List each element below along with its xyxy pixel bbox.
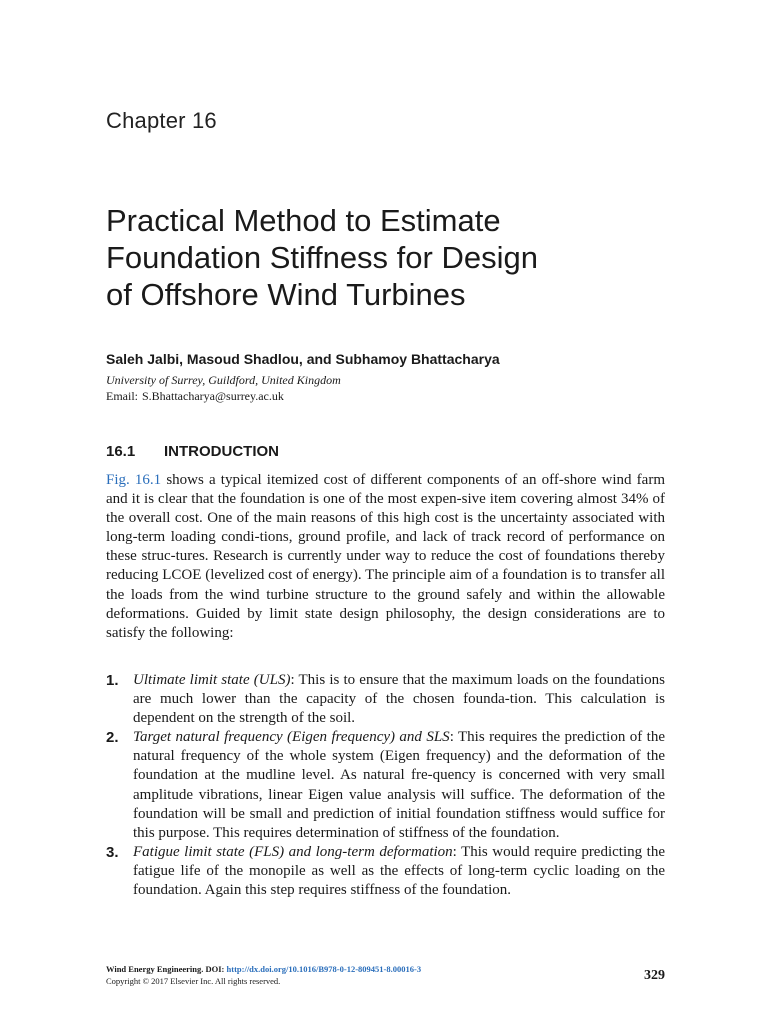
list-text: : This is to ensure that the maximum loads on the foundations are much lower than the capacity of the chosen founda-tion. This calculation is dependent on the strength of the soil.: [133, 672, 665, 727]
author-list: Saleh Jalbi, Masoud Shadlou, and Subhamoy Bhattacharya: [106, 351, 500, 367]
chapter-label: Chapter 16: [106, 108, 217, 133]
intro-text: shows a typical itemized cost of different components of an off-shore wind farm and it is clear that the foundation is one of the most expen-sive item covering almost 34% of the overall cost. One of the main reasons of this high cost is the uncertainty associated with long-term loading condi-tions, ground profile, and lack of track record of performance on these struc-tures. Research is currently under way to reduce the cost of foundations thereby reducing LCOE (levelized cost of energy). The principle aim of a foundation is to transfer all the loads from the wind turbine structure to the ground safely and within the allowable deformations. Guided by limit state design philosophy, the design considerations are to satisfy the following:: [106, 472, 665, 641]
contact-email: [106, 389, 284, 404]
list-item: [106, 843, 665, 900]
footer-copyright: Copyright © 2017 Elsevier Inc. All rights reserved.: [106, 976, 281, 986]
chapter-title-line-2: Foundation Stiffness for Design: [106, 240, 538, 275]
page-footer: [106, 964, 665, 986]
intro-paragraph: [106, 471, 665, 643]
figure-reference-link[interactable]: Fig. 16.1: [106, 472, 162, 488]
doi-link[interactable]: http://dx.doi.org/10.1016/B978-0-12-809451-8.00016-3: [226, 964, 422, 974]
list-text: : This would require predicting the fatigue life of the monopile as well as the effects of long-term cyclic loading on the foundation. Again this step requires stiffness of the foundation.: [133, 843, 665, 899]
page-number: 329: [644, 968, 665, 983]
list-marker: 2.: [106, 729, 119, 747]
list-term: Fatigue limit state (FLS) and long-term deformation: [133, 843, 453, 860]
list-marker: 1.: [106, 672, 119, 689]
email-address: S.Bhattacharya@surrey.ac.uk: [142, 389, 284, 403]
chapter-title-line-1: Practical Method to Estimate: [106, 203, 501, 238]
footer-source: [106, 964, 665, 974]
list-item: [106, 728, 665, 843]
affiliation: University of Surrey, Guildford, United Kingdom: [106, 373, 341, 387]
chapter-title: [106, 202, 706, 313]
section-number: 16.1: [106, 443, 136, 460]
design-considerations-list: [106, 671, 665, 900]
footer-source-label: Wind Energy Engineering. DOI:: [106, 964, 227, 974]
chapter-title-line-3: of Offshore Wind Turbines: [106, 277, 466, 312]
list-text: : This requires the prediction of the natural frequency of the whole system (Eigen frequency) and the deformation of the foundation at the mudline level. As natural fre-quency is concerned with very small amplitude vibrations, linear Eigen value analysis will suffice. The deformation of the foundation will be small and prediction of initial foundation stiffness would suffice for this purpose. This requires determination of stiffness of the foundation.: [133, 729, 665, 841]
list-term: Ultimate limit state (ULS): [133, 672, 291, 688]
section-heading: [106, 443, 279, 460]
list-term: Target natural frequency (Eigen frequency) and SLS: [133, 729, 450, 746]
email-label: Email:: [106, 389, 138, 403]
list-marker: 3.: [106, 843, 119, 861]
section-title: INTRODUCTION: [164, 443, 279, 460]
list-item: [106, 671, 665, 728]
